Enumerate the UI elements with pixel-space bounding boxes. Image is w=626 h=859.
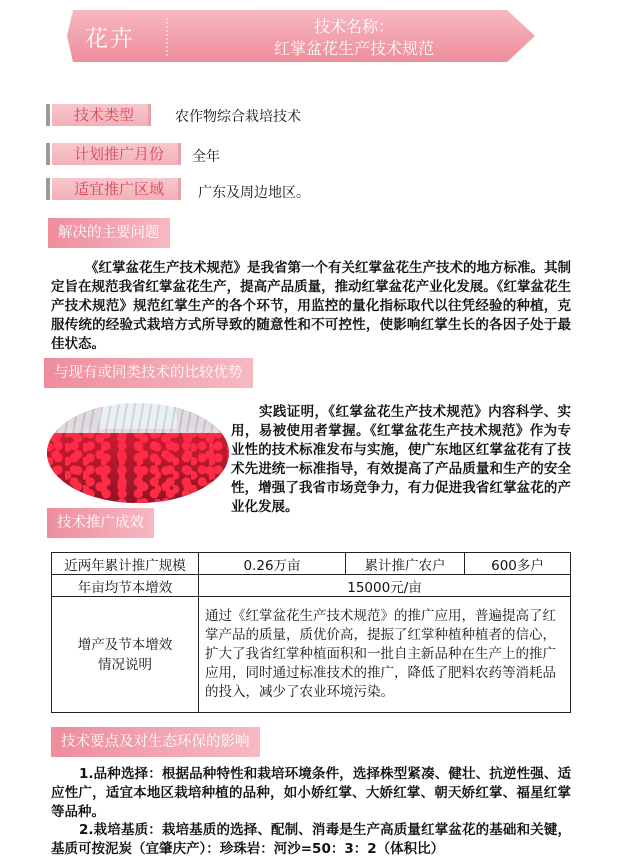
advantage-section-title: 与现有或同类技术的比较优势 <box>44 358 253 388</box>
tag-bar <box>46 104 50 126</box>
table-cell: 15000元/亩 <box>199 575 571 597</box>
keypoints-section-title: 技术要点及对生态环保的影响 <box>51 727 260 757</box>
tech-type-value: 农作物综合栽培技术 <box>175 109 301 125</box>
results-section-title: 技术推广成效 <box>47 508 154 538</box>
table-cell: 0.26万亩 <box>199 553 346 575</box>
table-row <box>52 597 571 713</box>
table-cell: 累计推广农户 <box>346 553 465 575</box>
keypoint-1: 1.品种选择：根据品种特性和栽培环境条件，选择株型紧凑、健壮、抗逆性强、适应性广，适宜本地区栽培种植的品种，如小娇红掌、大娇红掌、朝天娇红掌、福星红掌等品种。 <box>51 766 571 820</box>
tech-type-label: 技术类型 <box>52 104 148 126</box>
table-cell: 年亩均节本增效 <box>52 575 199 597</box>
month-value: 全年 <box>192 149 220 165</box>
tag-bar <box>46 178 50 200</box>
month-label: 计划推广月份 <box>52 143 178 165</box>
tag-bar <box>46 143 50 165</box>
table-row <box>52 575 571 597</box>
title-label: 技术名称： <box>313 17 394 36</box>
problem-section-title: 解决的主要问题 <box>48 218 170 248</box>
flower-field <box>47 429 229 503</box>
keypoint-2: 2.栽培基质：栽培基质的选择、配制、消毒是生产高质量红掌盆花的基础和关键，基质可按泥炭（宜肇庆产）：珍珠岩：河沙=50：3：2（体积比） <box>51 822 571 857</box>
title-value: 红掌盆花生产技术规范 <box>273 39 434 58</box>
advantage-body: 实践证明，《红掌盆花生产技术规范》内容科学、实用，易被使用者掌握。《红掌盆花生产技术规范》作为专业性的技术标准发布与实施，使广东地区红掌盆花有了技术先进统一标准指导，有效提高了产品质量和生产的安全性，增强了我省市场竞争力，有力促进我省红掌盆花的产业化发展。 <box>231 404 571 515</box>
greenhouse-roof <box>47 403 229 433</box>
table-row <box>52 553 571 575</box>
region-value: 广东及周边地区。 <box>198 185 310 201</box>
category-label: 花卉 <box>85 26 135 52</box>
table-cell: 600多户 <box>465 553 571 575</box>
header-banner <box>67 8 537 64</box>
problem-body: 《红掌盆花生产技术规范》是我省第一个有关红掌盆花生产技术的地方标准。其制定旨在规范我省红掌盆花生产，提高产品质量，推动红掌盆花产业化发展。《红掌盆花生产技术规范》规范红掌生产的各个环节，用监控的量化指标取代以往凭经验的种植，克服传统的经验式栽培方式所导致的随意性和不可控性，使影响红掌生长的各因子处于最佳状态。 <box>51 260 571 352</box>
anthurium-greenhouse-photo <box>47 403 229 503</box>
table-cell: 增产及节本增效情况说明 <box>52 597 199 713</box>
region-label: 适宜推广区域 <box>52 178 178 200</box>
results-table <box>51 552 571 713</box>
table-cell: 近两年累计推广规模 <box>52 553 199 575</box>
table-cell: 通过《红掌盆花生产技术规范》的推广应用，普遍提高了红掌产品的质量，质优价高，提振了红掌种植种植者的信心，扩大了我省红掌种植面积和一批自主新品种在生产上的推广应用，同时通过标准技术的推广，降低了肥料农药等消耗品的投入，减少了农业环境污染。 <box>199 597 571 713</box>
technology-name <box>229 16 479 60</box>
